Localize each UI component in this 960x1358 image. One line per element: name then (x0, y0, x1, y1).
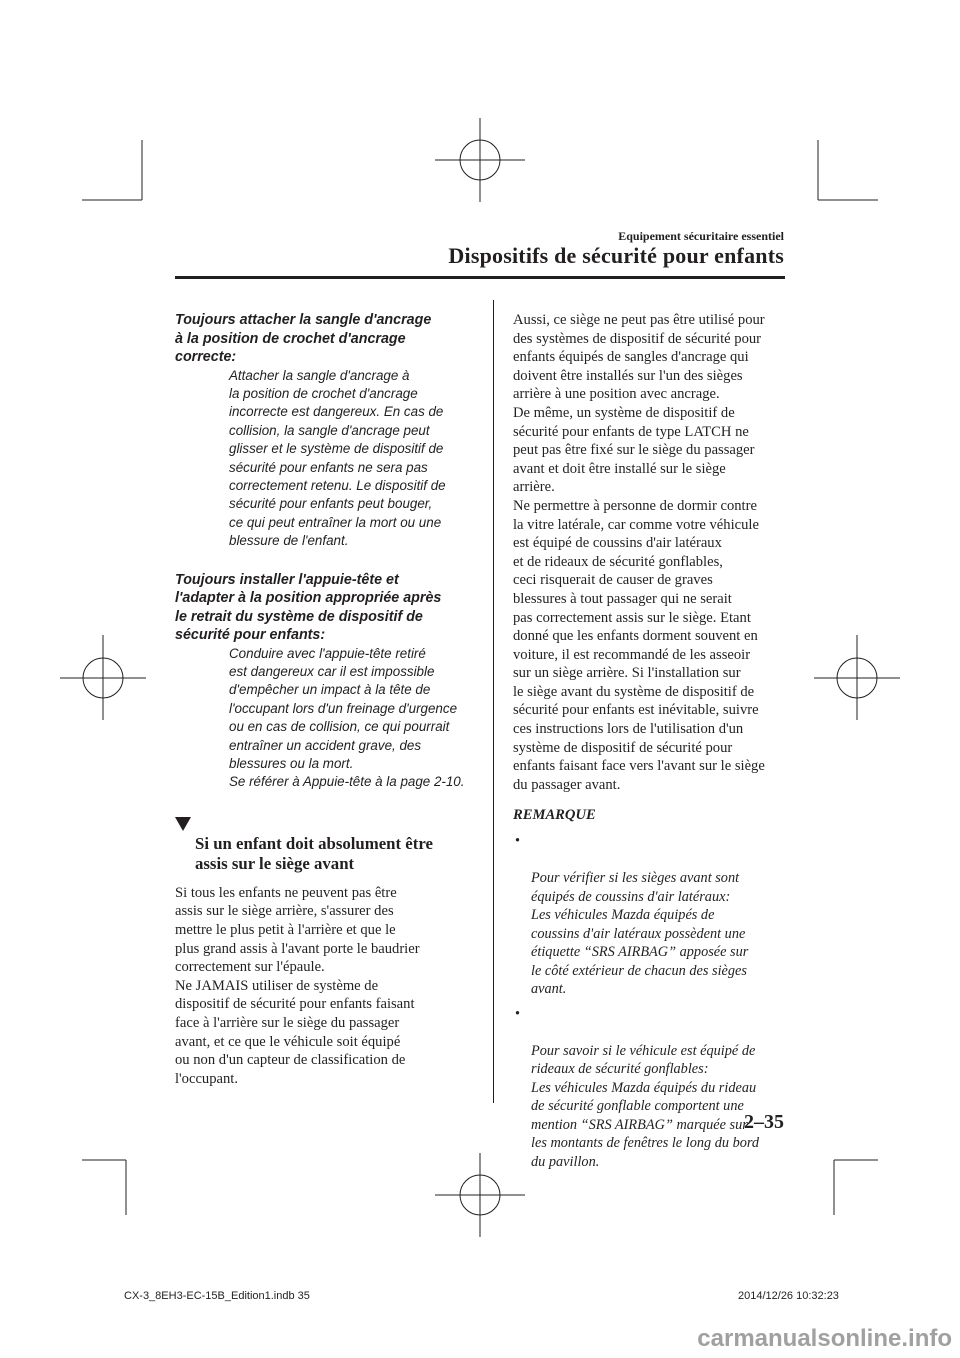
warning-body-headrest: Conduire avec l'appuie-tête retiré est dangereux car il est impossible d'empêcher un impact à la tête de l'occupant lors d'un freinage d'urgence ou en cas de collision, ce qui pourrait entraîner un accident grave, des blessures ou la mort. Se référer à Appuie-tête à la page 2-10. (229, 645, 465, 790)
page-number: 2–35 (744, 1111, 784, 1133)
left-column (175, 311, 475, 1088)
crop-mark-bottom-left (82, 1160, 126, 1215)
footer-file-name: CX-3_8EH3-EC-15B_Edition1.indb 35 (124, 1290, 310, 1302)
crop-mark-bottom-right (834, 1160, 878, 1215)
note-item (513, 832, 788, 999)
registration-target-right (814, 635, 900, 720)
warning-heading-anchor-strap: Toujours attacher la sangle d'ancrage à la position de crochet d'ancrage correcte: (175, 312, 432, 365)
running-head: Equipement sécuritaire essentiel (618, 229, 784, 243)
bullet-icon: • (515, 1005, 521, 1022)
watermark: carmanualsonline.info (697, 1325, 952, 1352)
bullet-icon: • (515, 833, 521, 850)
section-title: Dispositifs de sécurité pour enfants (448, 243, 784, 268)
warning-heading-headrest: Toujours installer l'appuie-tête et l'adapter à la position appropriée après le retrait du système de dispositif de sécurité pour enfants: (175, 571, 442, 644)
crop-mark-top-right (818, 140, 878, 200)
footer-timestamp: 2014/12/26 10:32:23 (738, 1290, 839, 1302)
subheading-front-seat (175, 814, 475, 874)
subheading-text: Si un enfant doit absolument être assis sur le siège avant (195, 833, 433, 873)
registration-target-bottom (435, 1153, 525, 1237)
front-seat-paragraph: Si tous les enfants ne peuvent pas être assis sur le siège arrière, s'assurer des mettre le plus petit à l'arrière et que le plus grand assis à l'avant porte le baudrier correctement sur l'épaule. Ne JAMAIS utiliser de système de dispositif de sécurité pour enfants faisant face à l'arrière sur le siège du passager avant, et ce que le véhicule soit équipé ou non d'un capteur de classification de l'occupant. (175, 884, 420, 1087)
note-item-text: Pour savoir si le véhicule est équipé de rideaux de sécurité gonflables: Les véhicules Mazda équipés du rideau de sécurité gonflable comportent une mention “SRS AIRBAG” marquée sur les montants de fenêtres le long du bord du pavillon. (531, 1042, 760, 1170)
warning-body-anchor-strap: Attacher la sangle d'ancrage à la position de crochet d'ancrage incorrecte est dangereux. En cas de collision, la sangle d'ancrage peut glisser et le système de dispositif de sécurité pour enfants ne sera pas correctement retenu. Le dispositif de sécurité pour enfants peut bouger, ce qui peut entraîner la mort ou une blessure de l'enfant. (229, 367, 446, 549)
header-rule (175, 276, 785, 279)
triangle-bullet-icon (175, 817, 191, 831)
right-column (513, 311, 788, 1171)
note-title: REMARQUE (513, 807, 596, 824)
note-item-text: Pour vérifier si les sièges avant sont équipés de coussins d'air latéraux: Les véhicules Mazda équipés de coussins d'air latéraux possèdent une étiquette “SRS AIRBAG” apposée sur le côté extérieur de chacun des sièges avant. (531, 870, 749, 998)
registration-target-top (435, 118, 525, 202)
crop-mark-top-left (82, 140, 142, 200)
registration-target-left (60, 635, 146, 720)
column-divider (493, 300, 494, 1103)
right-paragraph: Aussi, ce siège ne peut pas être utilisé pour des systèmes de dispositif de sécurité pour enfants équipés de sangles d'ancrage qui doivent être installés sur l'un des sièges arrière à une position avec ancrage. De même, un système de dispositif de sécurité pour enfants de type LATCH ne peut pas être fixé sur le siège du passager avant et doit être installé sur le siège arrière. Ne permettre à personne de dormir contre la vitre latérale, car comme votre véhicule est équipé de coussins d'air latéraux et de rideaux de sécurité gonflables, ceci risquerait de causer de graves blessures à tout passager qui ne serait pas correctement assis sur le siège. Etant donné que les enfants dorment souvent en voiture, il est recommandé de les asseoir sur un siège arrière. Si l'installation sur le siège avant du système de dispositif de sécurité pour enfants est inévitable, suivre ces instructions lors de l'utilisation d'un système de dispositif de sécurité pour enfants faisant face vers l'avant sur le siège du passager avant. (513, 312, 765, 793)
note-item (513, 1005, 788, 1172)
